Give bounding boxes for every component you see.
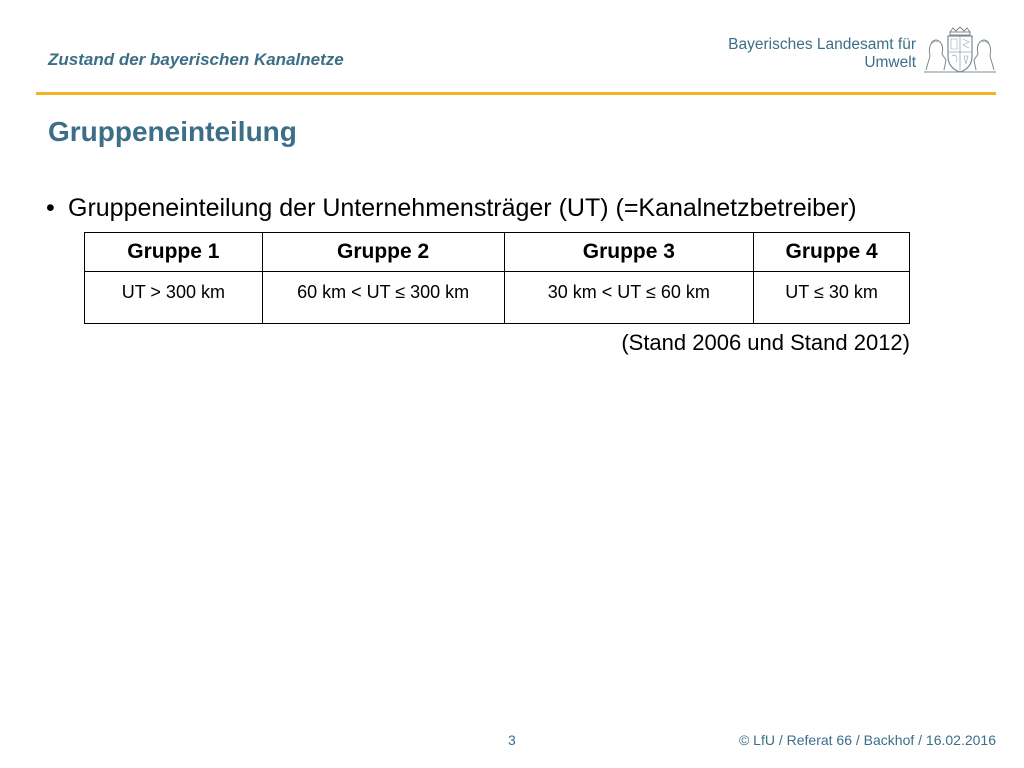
bullet-text: Gruppeneinteilung der Unternehmensträger (UT) (=Kanalnetzbetreiber): [68, 194, 857, 222]
stand-note: (Stand 2006 und Stand 2012): [621, 330, 910, 355]
table-header-row: [85, 233, 910, 272]
table-cell: 30 km < UT ≤ 60 km: [504, 272, 754, 324]
group-table: [84, 232, 910, 324]
header-subtitle: Zustand der bayerischen Kanalnetze: [48, 50, 344, 69]
slide-title: Gruppeneinteilung: [48, 116, 297, 147]
bullet-symbol: •: [46, 194, 55, 222]
organization-name-line2: Umwelt: [864, 54, 916, 71]
table-cell: 60 km < UT ≤ 300 km: [262, 272, 504, 324]
page-number: 3: [508, 732, 516, 748]
bullet-item: [46, 194, 857, 223]
table-header-cell: Gruppe 2: [262, 233, 504, 272]
table-cell: UT > 300 km: [85, 272, 263, 324]
footer-credit: © LfU / Referat 66 / Backhof / 16.02.2016: [738, 732, 996, 748]
table-header-cell: Gruppe 3: [504, 233, 754, 272]
coat-of-arms-icon: [922, 26, 998, 74]
table-cell: UT ≤ 30 km: [754, 272, 910, 324]
header-rule: [36, 92, 996, 95]
table-header-cell: Gruppe 4: [754, 233, 910, 272]
organization-name-line1: Bayerisches Landesamt für: [728, 36, 916, 53]
table-row: [85, 272, 910, 324]
organization-name: [728, 36, 916, 72]
table-header-cell: Gruppe 1: [85, 233, 263, 272]
